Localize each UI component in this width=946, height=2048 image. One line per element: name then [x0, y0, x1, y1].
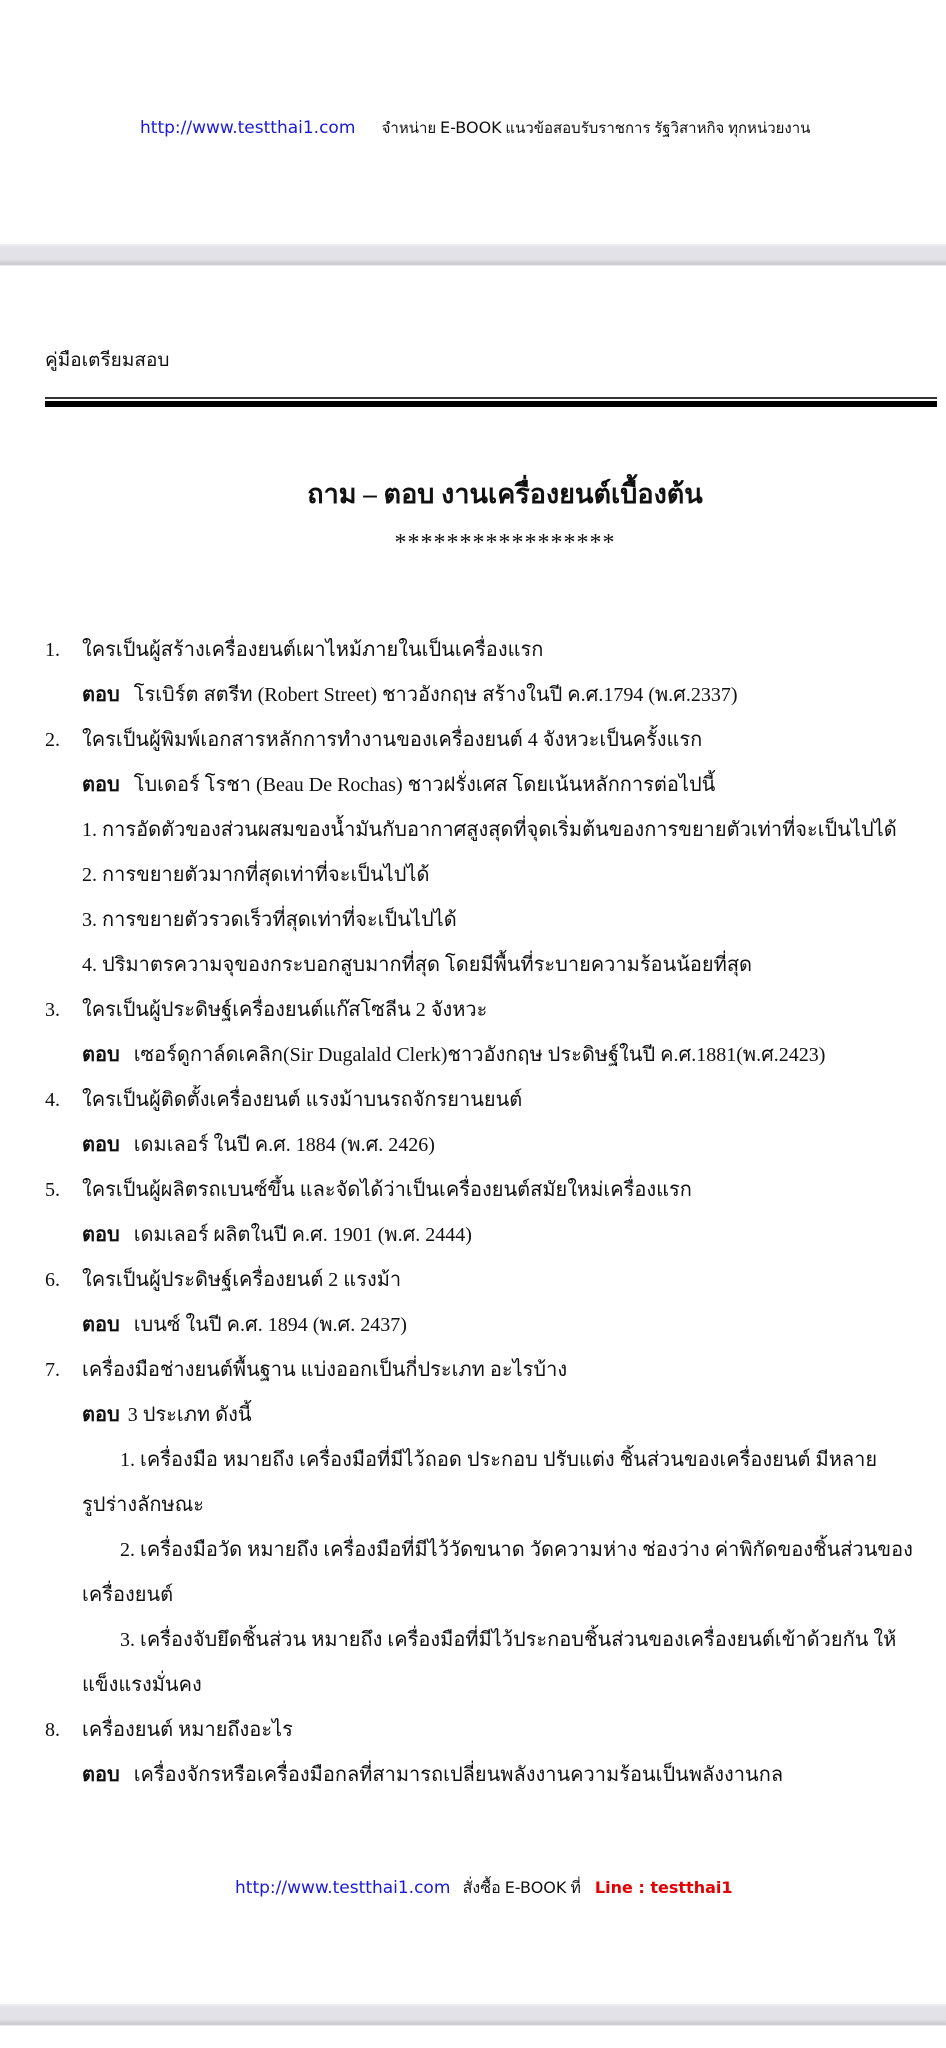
- question-8: [45, 1708, 937, 1753]
- page-separator-bottom: [0, 2004, 946, 2026]
- question-number: 5.: [45, 1179, 60, 1201]
- question-7: [45, 1348, 937, 1393]
- answer-5: [45, 1213, 937, 1258]
- answer-7-item-3-cont: [45, 1663, 937, 1708]
- answer-label: ตอบ: [82, 1404, 120, 1426]
- question-text: เครื่องยนต์ หมายถึงอะไร: [82, 1719, 293, 1741]
- answer-3: [45, 1033, 937, 1078]
- tagline-suffix: แนวข้อสอบรับราชการ รัฐวิสาหกิจ ทุกหน่วยงาน: [505, 121, 811, 137]
- question-1: [45, 628, 937, 673]
- question-number: 3.: [45, 999, 60, 1021]
- answer-text: เครื่องจักรหรือเครื่องมือกลที่สามารถเปลี่ยนพลังงานความร้อนเป็นพลังงานกล: [133, 1764, 784, 1786]
- answer-text: เซอร์ดูกาล์ดเคลิก(Sir Dugalald Clerk)ชาวอังกฤษ ประดิษฐ์ในปี ค.ศ.1881(พ.ศ.2423): [133, 1044, 826, 1066]
- answer-label: ตอบ: [82, 1314, 120, 1336]
- question-4: [45, 1078, 937, 1123]
- item-text: 2. เครื่องมือวัด หมายถึง เครื่องมือที่มีไว้วัดขนาด วัดความห่าง ช่องว่าง ค่าพิกัดของชิ้นส่วนของ: [120, 1539, 913, 1561]
- question-6: [45, 1258, 937, 1303]
- point-text: 1. การอัดตัวของส่วนผสมของน้ำมันกับอากาศสูงสุดที่จุดเริ่มต้นของการขยายตัวเท่าที่จะเป็นไปได้: [82, 819, 897, 841]
- answer-2-point-1: [45, 808, 937, 853]
- point-text: 3. การขยายตัวรวดเร็วที่สุดเท่าที่จะเป็นไปได้: [82, 909, 457, 931]
- answer-text: โบเดอร์ โรชา (Beau De Rochas) ชาวฝรั่งเศส โดยเน้นหลักการต่อไปนี้: [133, 774, 716, 796]
- answer-label: ตอบ: [82, 1134, 120, 1156]
- question-number: 7.: [45, 1359, 60, 1381]
- answer-text: โรเบิร์ต สตรีท (Robert Street) ชาวอังกฤษ สร้างในปี ค.ศ.1794 (พ.ศ.2337): [133, 684, 738, 706]
- page-separator-top: [0, 244, 946, 266]
- order-suffix: ที่: [570, 1880, 581, 1897]
- point-text: 2. การขยายตัวมากที่สุดเท่าที่จะเป็นไปได้: [82, 864, 430, 886]
- footer-order-text: [463, 1880, 585, 1897]
- header-tagline: [381, 118, 811, 137]
- answer-7-item-3: [45, 1618, 937, 1663]
- question-number: 8.: [45, 1719, 60, 1741]
- question-number: 2.: [45, 729, 60, 751]
- answer-6: [45, 1303, 937, 1348]
- tagline-prefix: จำหน่าย: [381, 121, 437, 137]
- question-number: 1.: [45, 639, 60, 661]
- answer-7-item-1-cont: [45, 1483, 937, 1528]
- item-text: 3. เครื่องจับยึดชิ้นส่วน หมายถึง เครื่องมือที่มีไว้ประกอบชิ้นส่วนของเครื่องยนต์เข้าด้วยกัน ให้: [120, 1629, 897, 1651]
- footer-website-link[interactable]: http://www.testthai1.com: [235, 1878, 451, 1898]
- header-rule-thick: [45, 401, 937, 407]
- item-text: 1. เครื่องมือ หมายถึง เครื่องมือที่มีไว้ถอด ประกอบ ปรับแต่ง ชิ้นส่วนของเครื่องยนต์ มีหลาย: [120, 1449, 878, 1471]
- line-contact-id: Line : testthai1: [594, 1878, 733, 1897]
- header-rule-thin: [45, 397, 937, 399]
- point-text: 4. ปริมาตรความจุของกระบอกสูบมากที่สุด โดยมีพื้นที่ระบายความร้อนน้อยที่สุด: [82, 954, 753, 976]
- answer-7: [45, 1393, 937, 1438]
- answer-2: [45, 763, 937, 808]
- question-3: [45, 988, 937, 1033]
- answer-2-point-3: [45, 898, 937, 943]
- order-ebook: E-BOOK: [504, 1878, 567, 1897]
- answer-label: ตอบ: [82, 1224, 120, 1246]
- answer-2-point-4: [45, 943, 937, 988]
- question-2: [45, 718, 937, 763]
- answer-7-item-2-cont: [45, 1573, 937, 1618]
- question-text: ใครเป็นผู้พิมพ์เอกสารหลักการทำงานของเครื่องยนต์ 4 จังหวะเป็นครั้งแรก: [82, 729, 703, 751]
- question-text: ใครเป็นผู้สร้างเครื่องยนต์เผาไหม้ภายในเป็นเครื่องแรก: [82, 639, 544, 661]
- header-website-link[interactable]: http://www.testthai1.com: [140, 118, 356, 138]
- item-text-continued: เครื่องยนต์: [82, 1584, 174, 1606]
- answer-label: ตอบ: [82, 684, 120, 706]
- title-stars-divider: *****************: [394, 530, 616, 556]
- answer-label: ตอบ: [82, 1764, 120, 1786]
- answer-text: 3 ประเภท ดังนี้: [127, 1404, 252, 1426]
- answer-8: [45, 1753, 937, 1798]
- order-prefix: สั่งซื้อ: [462, 1880, 501, 1897]
- answer-2-point-2: [45, 853, 937, 898]
- answer-label: ตอบ: [82, 774, 120, 796]
- guide-label: คู่มือเตรียมสอบ: [45, 350, 170, 371]
- answer-text: เดมเลอร์ ในปี ค.ศ. 1884 (พ.ศ. 2426): [133, 1134, 435, 1156]
- answer-4: [45, 1123, 937, 1168]
- question-number: 4.: [45, 1089, 60, 1111]
- question-text: เครื่องมือช่างยนต์พื้นฐาน แบ่งออกเป็นกี่ประเภท อะไรบ้าง: [82, 1359, 568, 1381]
- answer-1: [45, 673, 937, 718]
- page-title: ถาม – ตอบ งานเครื่องยนต์เบื้องต้น: [307, 479, 703, 509]
- item-text-continued: รูปร่างลักษณะ: [82, 1494, 205, 1516]
- answer-7-item-2: [45, 1528, 937, 1573]
- question-5: [45, 1168, 937, 1213]
- question-text: ใครเป็นผู้ผลิตรถเบนซ์ขึ้น และจัดได้ว่าเป็นเครื่องยนต์สมัยใหม่เครื่องแรก: [82, 1179, 692, 1201]
- item-text-continued: แข็งแรงมั่นคง: [82, 1674, 202, 1696]
- header-bar: [140, 116, 810, 140]
- answer-text: เบนซ์ ในปี ค.ศ. 1894 (พ.ศ. 2437): [133, 1314, 407, 1336]
- answer-text: เดมเลอร์ ผลิตในปี ค.ศ. 1901 (พ.ศ. 2444): [133, 1224, 472, 1246]
- tagline-ebook: E-BOOK: [439, 118, 502, 137]
- question-number: 6.: [45, 1269, 60, 1291]
- answer-7-item-1: [45, 1438, 937, 1483]
- answer-label: ตอบ: [82, 1044, 120, 1066]
- question-text: ใครเป็นผู้ติดตั้งเครื่องยนต์ แรงม้าบนรถจักรยานยนต์: [82, 1089, 523, 1111]
- question-text: ใครเป็นผู้ประดิษฐ์เครื่องยนต์แก๊สโซลีน 2 จังหวะ: [82, 999, 488, 1021]
- question-text: ใครเป็นผู้ประดิษฐ์เครื่องยนต์ 2 แรงม้า: [82, 1269, 402, 1291]
- footer-bar: [235, 1876, 733, 1901]
- qa-content: [45, 628, 937, 1798]
